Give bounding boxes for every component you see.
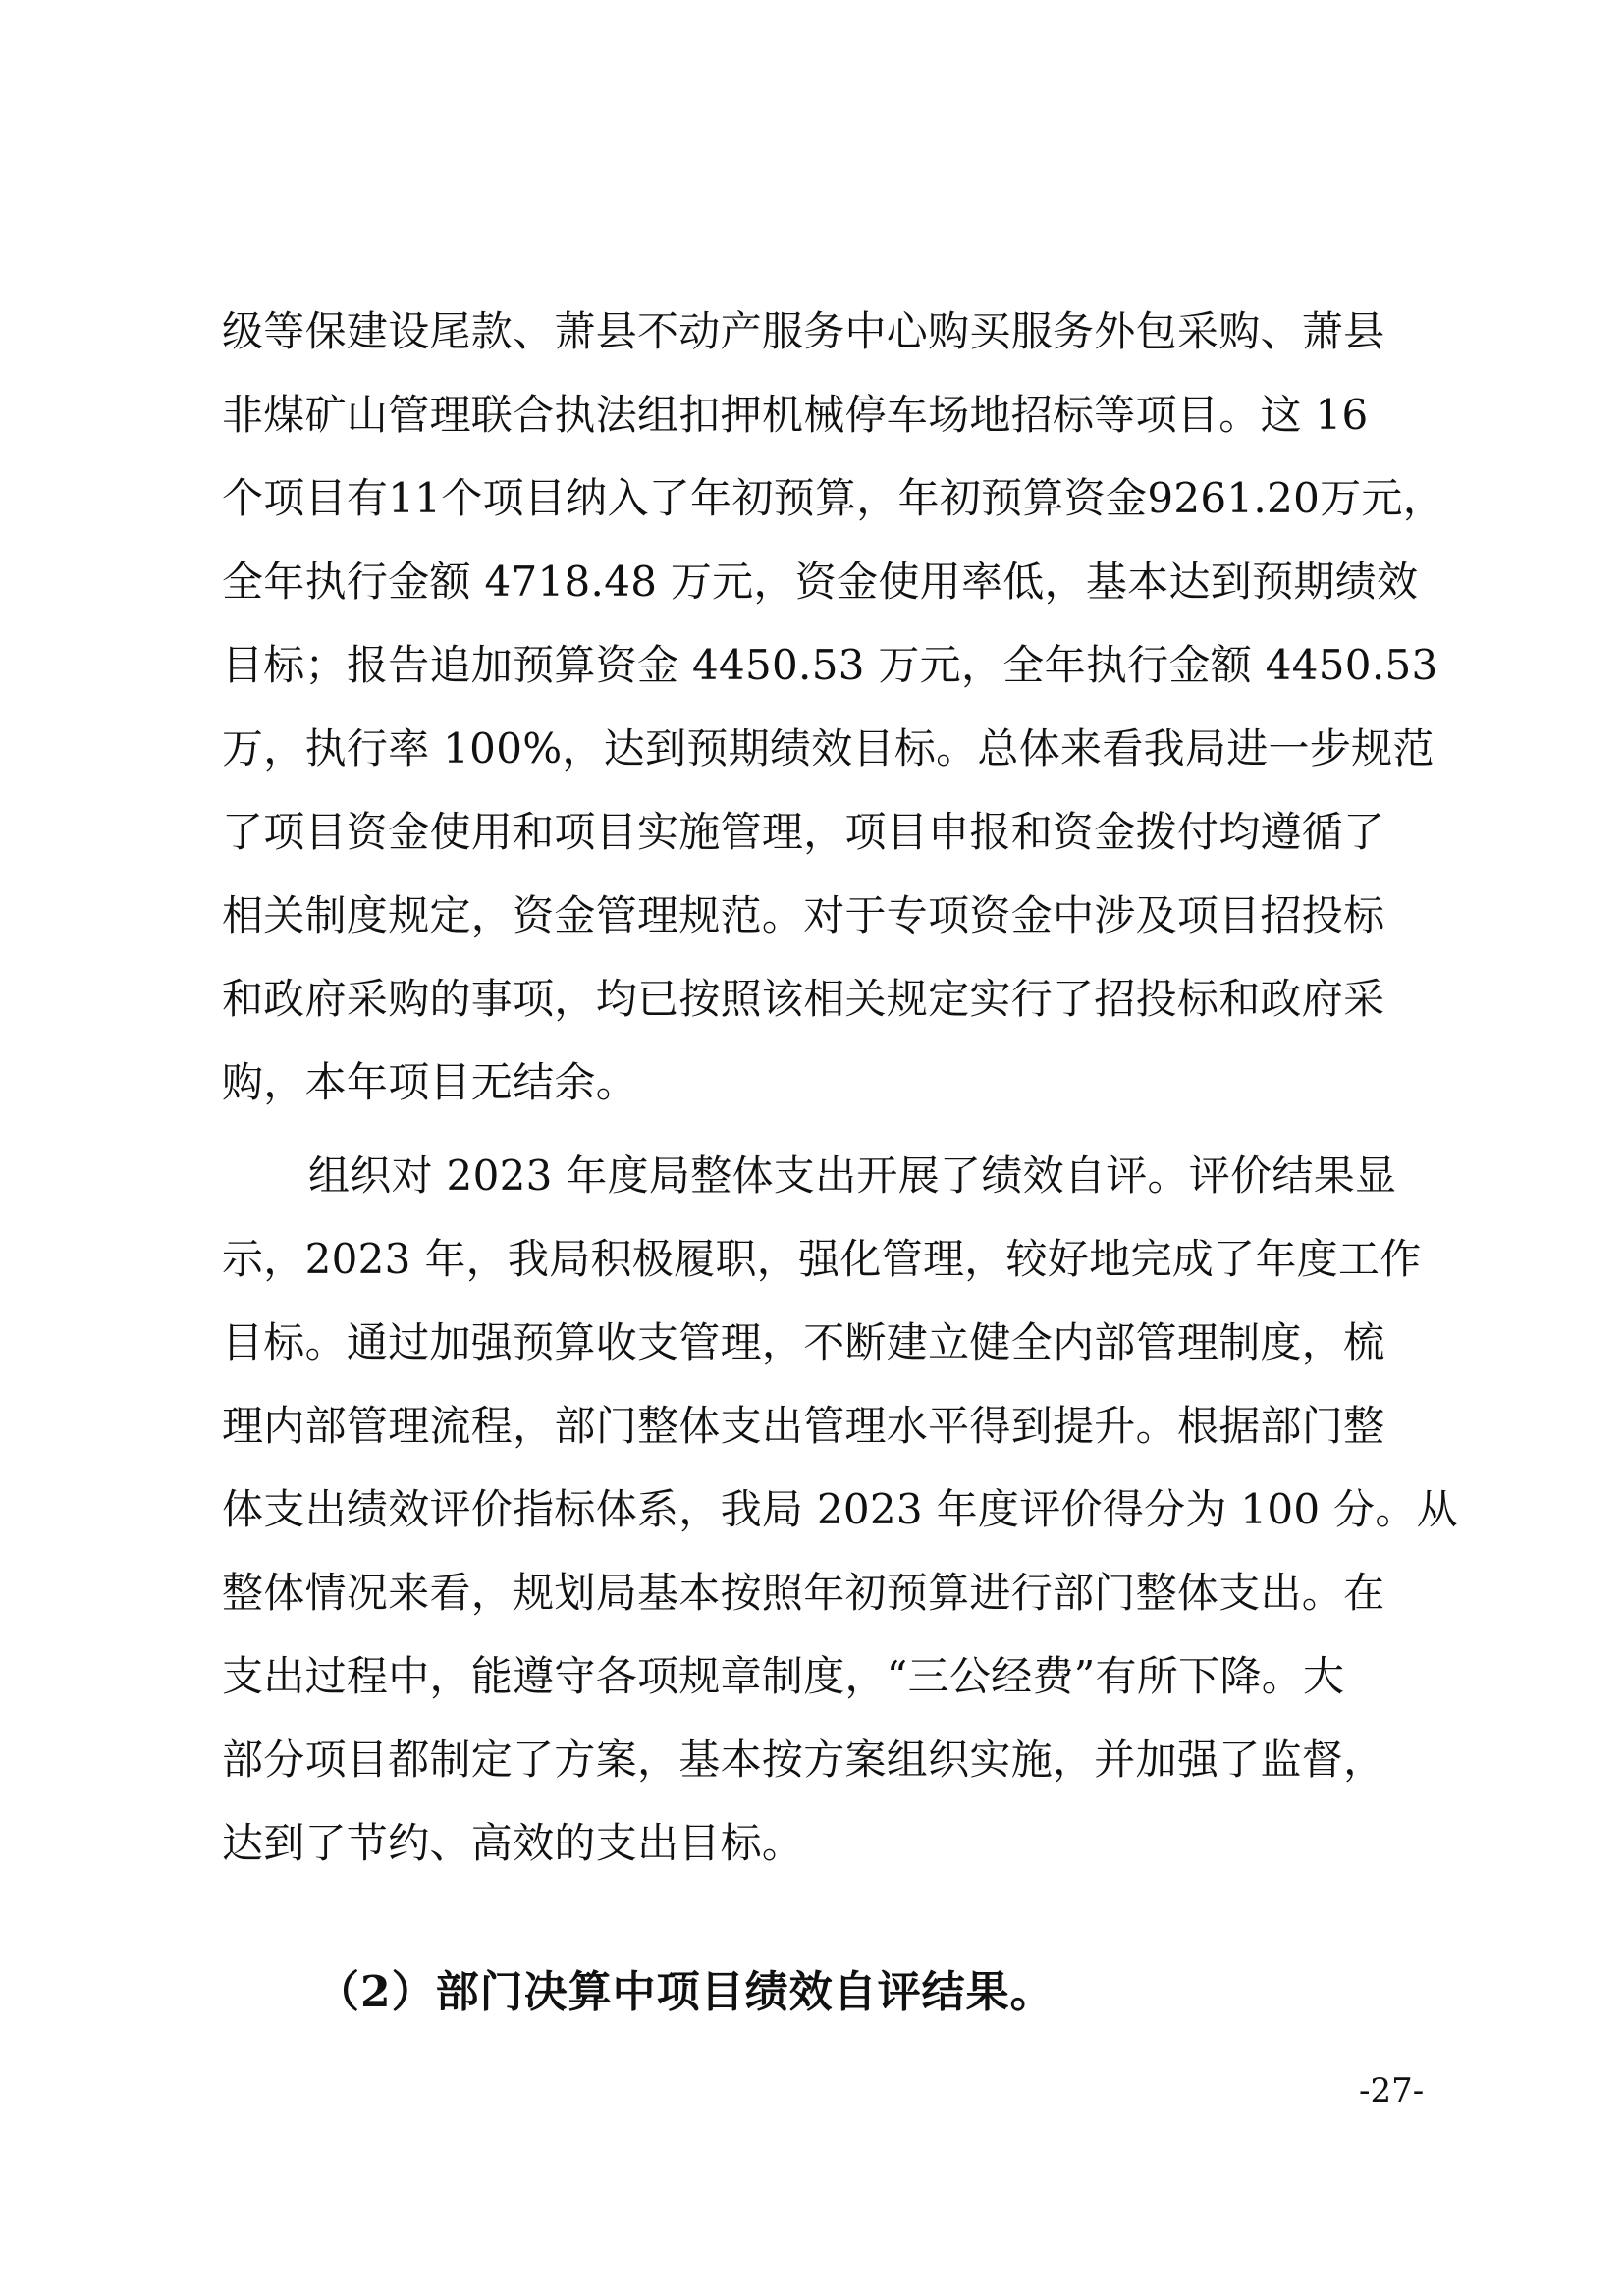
- body-text-line: 目标；报告追加预算资金 4450.53 万元，全年执行金额 4450.53: [222, 641, 1438, 689]
- body-text-line: 和政府采购的事项，均已按照该相关规定实行了招投标和政府采: [222, 975, 1385, 1023]
- body-text-line: 购，本年项目无结余。: [222, 1058, 638, 1106]
- body-text-line: 全年执行金额 4718.48 万元，资金使用率低，基本达到预期绩效: [222, 558, 1419, 606]
- page-number: -27-: [1359, 2071, 1425, 2110]
- body-text-line: 体支出绩效评价指标体系，我局 2023 年度评价得分为 100 分。从: [222, 1485, 1458, 1533]
- body-text-line: 理内部管理流程，部门整体支出管理水平得到提升。根据部门整: [222, 1402, 1385, 1450]
- body-text-line: 支出过程中，能遵守各项规章制度，“三公经费”有所下降。大: [222, 1652, 1345, 1700]
- body-text-line: 了项目资金使用和项目实施管理，项目申报和资金拨付均遵循了: [222, 808, 1385, 856]
- body-text-line: 非煤矿山管理联合执法组扣押机械停车场地招标等项目。这 16: [222, 391, 1369, 439]
- body-text-line: 万，执行率 100%，达到预期绩效目标。总体来看我局进一步规范: [222, 724, 1435, 773]
- section-heading: （2）部门决算中项目绩效自评结果。: [316, 1967, 1055, 2017]
- body-text-line: 整体情况来看，规划局基本按照年初预算进行部门整体支出。在: [222, 1569, 1385, 1617]
- body-text-line: 部分项目都制定了方案，基本按方案组织实施，并加强了监督，: [222, 1735, 1385, 1784]
- body-text-line: 个项目有11个项目纳入了年初预算，年初预算资金9261.20万元，: [222, 474, 1445, 522]
- body-text-line: 组织对 2023 年度局整体支出开展了绩效自评。评价结果显: [308, 1151, 1397, 1200]
- body-text-line: 相关制度规定，资金管理规范。对于专项资金中涉及项目招投标: [222, 891, 1385, 939]
- body-text-line: 目标。通过加强预算收支管理，不断建立健全内部管理制度，梳: [222, 1318, 1385, 1366]
- body-text-line: 示，2023 年，我局积极履职，强化管理，较好地完成了年度工作: [222, 1235, 1422, 1283]
- body-text-line: 达到了节约、高效的支出目标。: [222, 1819, 804, 1867]
- body-text-line: 级等保建设尾款、萧县不动产服务中心购买服务外包采购、萧县: [222, 307, 1385, 355]
